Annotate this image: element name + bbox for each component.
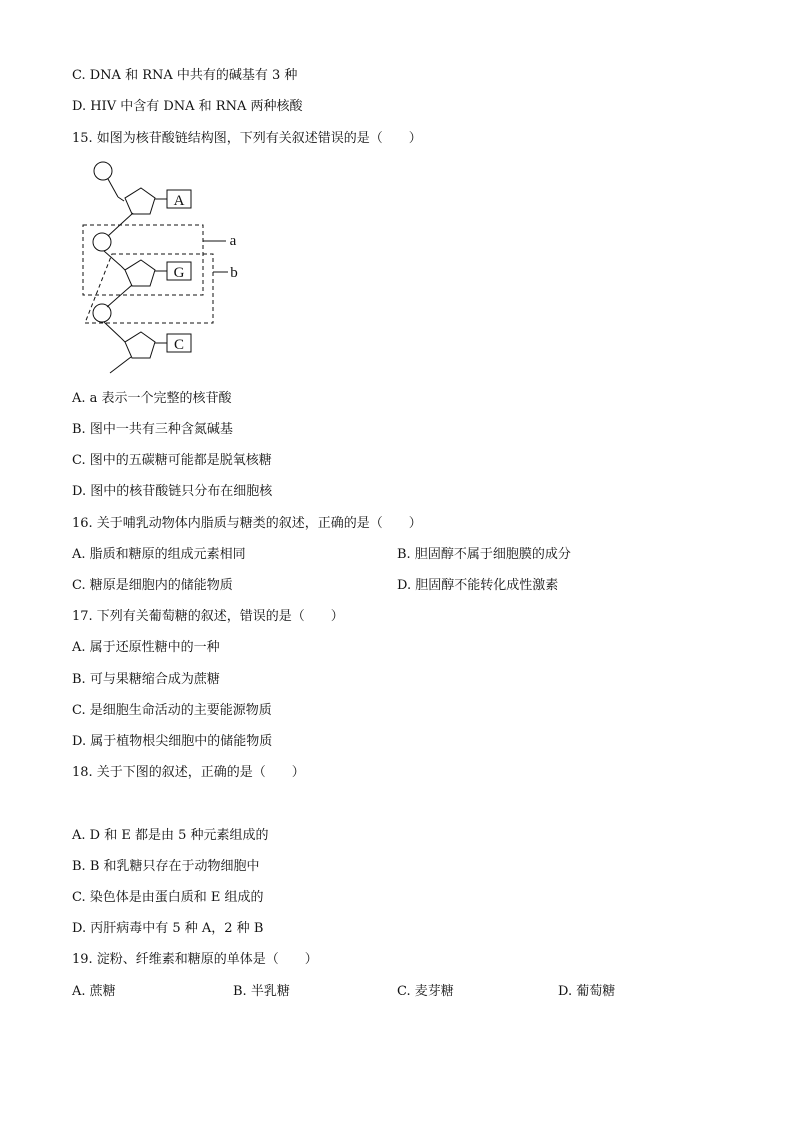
q17-option-d: D. 属于植物根尖细胞中的储能物质 [72,734,273,749]
phosphate-3 [93,304,111,322]
base-c-label: C [173,337,185,353]
q18-option-a: A. D 和 E 都是由 5 种元素组成的 [72,828,269,843]
region-b-label: b [230,265,238,281]
q19-option-c: C. 麦芽糖 [397,984,454,999]
phosphate-1 [94,162,112,180]
base-g-label: G [173,265,185,281]
q19-option-d: D. 葡萄糖 [558,984,616,999]
q17-stem: 17. 下列有关葡萄糖的叙述，错误的是（ ） [72,609,344,624]
q18-option-c: C. 染色体是由蛋白质和 E 组成的 [72,890,264,905]
q19-option-a: A. 蔗糖 [72,984,116,999]
q17-option-a: A. 属于还原性糖中的一种 [72,640,220,655]
phosphate-2 [93,233,111,251]
q18-option-d: D. 丙肝病毒中有 5 种 A，2 种 B [72,921,264,936]
q17-option-c: C. 是细胞生命活动的主要能源物质 [72,703,272,718]
q16-option-d: D. 胆固醇不能转化成性激素 [397,578,559,593]
q16-option-a: A. 脂质和糖原的组成元素相同 [72,547,246,562]
dashed-box-b [85,254,213,323]
dashed-box-a [83,225,203,295]
q14-option-c: C. DNA 和 RNA 中共有的碱基有 3 种 [72,68,298,83]
base-a-label: A [173,193,185,209]
sugar-1 [125,188,155,214]
q19-option-b: B. 半乳糖 [233,984,290,999]
q18-option-b: B. B 和乳糖只存在于动物细胞中 [72,859,260,874]
sugar-3 [125,332,155,358]
q19-stem: 19. 淀粉、纤维素和糖原的单体是（ ） [72,952,318,967]
sugar-2 [125,260,155,286]
q15-option-a: A. a 表示一个完整的核苷酸 [72,391,232,406]
q17-option-b: B. 可与果糖缩合成为蔗糖 [72,672,220,687]
q15-option-c: C. 图中的五碳糖可能都是脱氧核糖 [72,453,272,468]
q16-option-b: B. 胆固醇不属于细胞膜的成分 [397,547,571,562]
nucleotide-chain-diagram [76,155,266,380]
q16-stem: 16. 关于哺乳动物体内脂质与糖类的叙述，正确的是（ ） [72,516,422,531]
q18-stem: 18. 关于下图的叙述，正确的是（ ） [72,765,305,780]
q16-option-c: C. 糖原是细胞内的储能物质 [72,578,233,593]
q14-option-d: D. HIV 中含有 DNA 和 RNA 两种核酸 [72,99,303,114]
region-a-label: a [229,233,237,249]
q15-stem: 15. 如图为核苷酸链结构图，下列有关叙述错误的是（ ） [72,131,422,146]
q15-option-d: D. 图中的核苷酸链只分布在细胞核 [72,484,273,499]
q15-option-b: B. 图中一共有三种含氮碱基 [72,422,233,437]
